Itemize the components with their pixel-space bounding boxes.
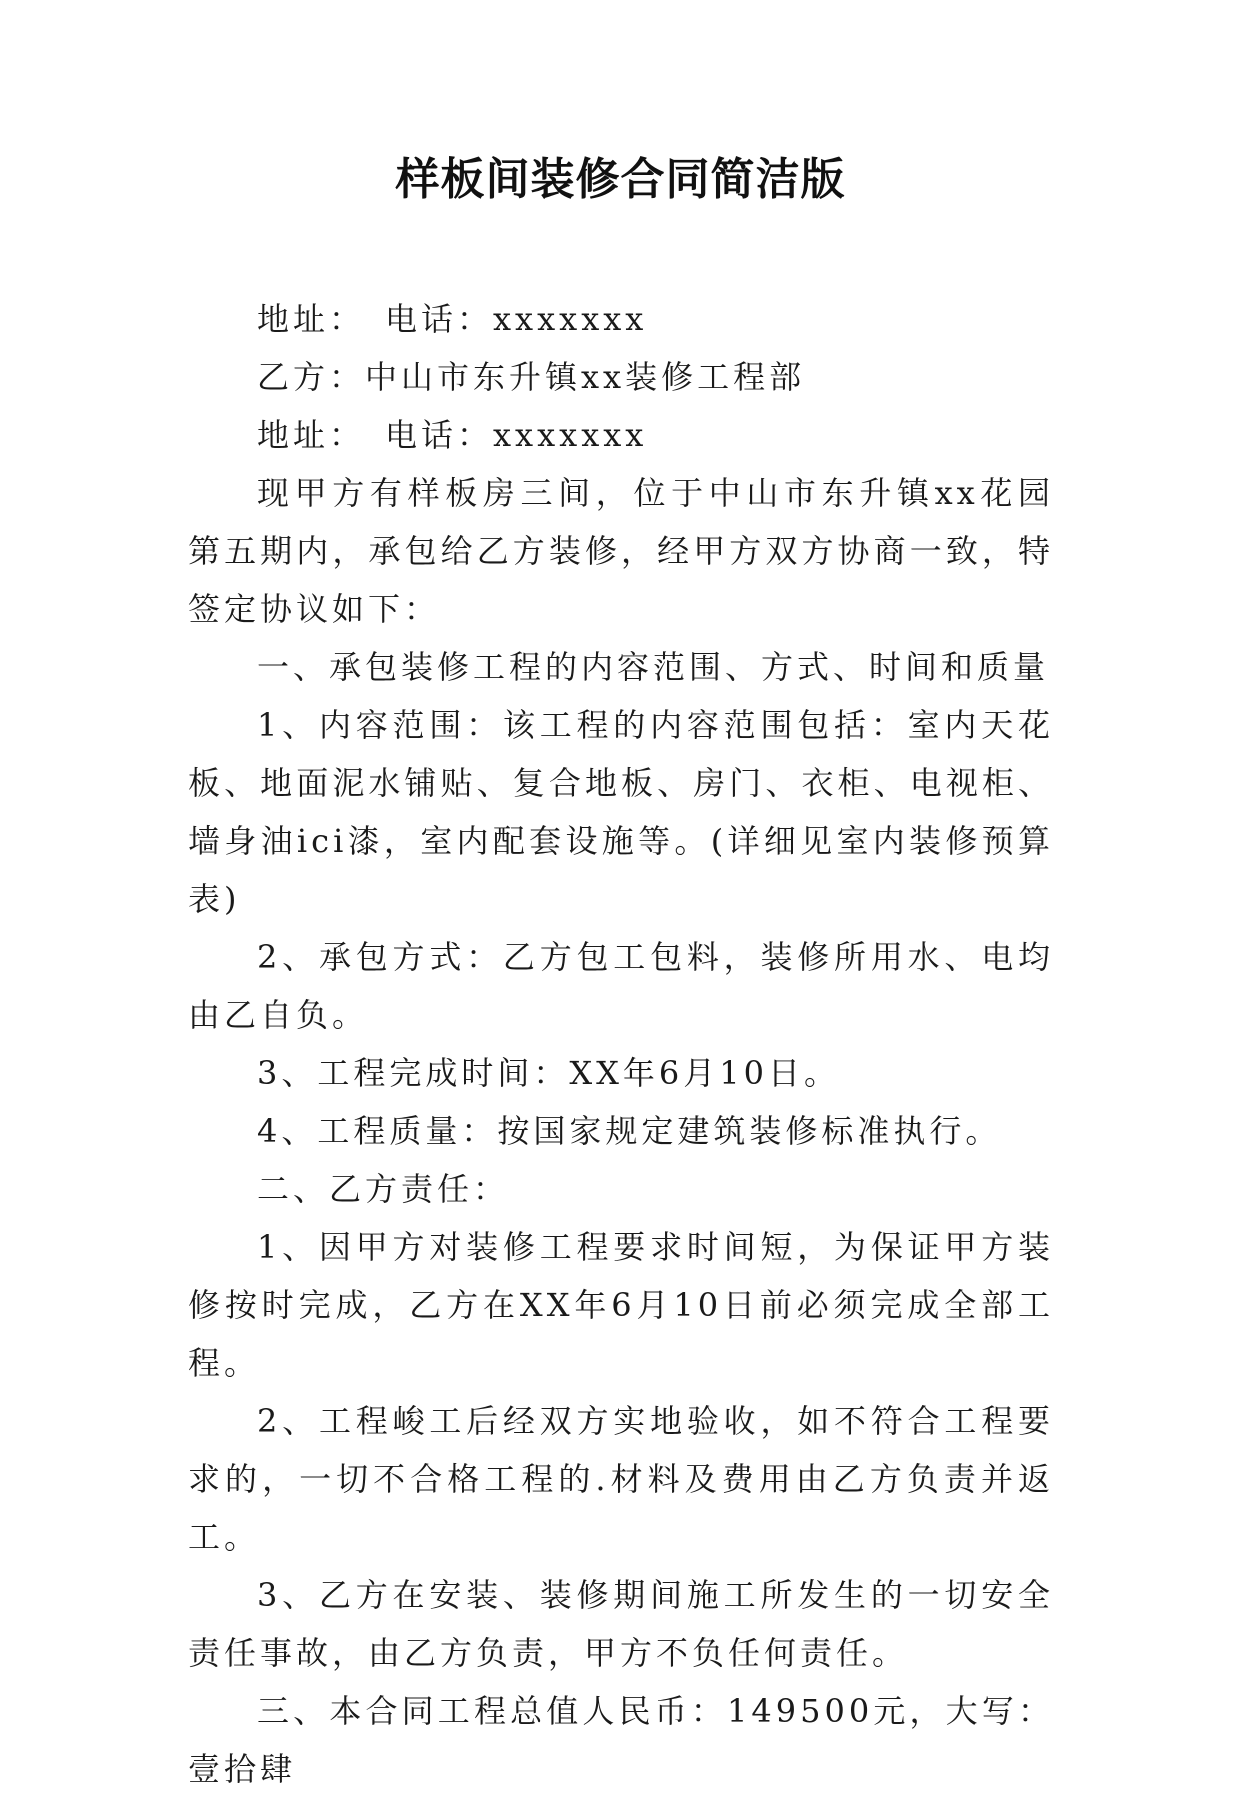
party-a-address-phone: 地址： 电话：xxxxxxx [257, 300, 648, 338]
party-b-name: 乙方：中山市东升镇xx装修工程部 [257, 358, 806, 396]
clause-safety: 3、乙方在安装、装修期间施工所发生的一切安全责任事故，由乙方负责，甲方不负任何责任。 [188, 1576, 1054, 1672]
clause-contract-method: 2、承包方式：乙方包工包料，装修所用水、电均由乙自负。 [188, 938, 1054, 1034]
section-one-heading: 一、承包装修工程的内容范围、方式、时间和质量 [257, 648, 1050, 686]
preamble-paragraph: 现甲方有样板房三间，位于中山市东升镇xx花园第五期内，承包给乙方装修，经甲方双方协商一致，特签定协议如下： [188, 474, 1054, 628]
clause-scope: 1、内容范围：该工程的内容范围包括：室内天花板、地面泥水铺贴、复合地板、房门、衣柜、电视柜、墙身油ici漆，室内配套设施等。(详细见室内装修预算表) [188, 706, 1054, 918]
document-title: 样板间装修合同简洁版 [395, 154, 846, 205]
party-b-address-phone: 地址： 电话：xxxxxxx [257, 416, 648, 454]
document-body [188, 290, 1054, 1798]
clause-acceptance: 2、工程峻工后经双方实地验收，如不符合工程要求的，一切不合格工程的.材料及费用由乙方负责并返工。 [188, 1402, 1054, 1556]
clause-completion-time: 3、工程完成时间：XX年6月10日。 [257, 1054, 841, 1092]
section-three-total-value: 三、本合同工程总值人民币：149500元，大写：壹拾肆 [188, 1692, 1054, 1788]
clause-deadline: 1、因甲方对装修工程要求时间短，为保证甲方装修按时完成，乙方在XX年6月10日前必须完成全部工程。 [188, 1228, 1054, 1382]
clause-quality: 4、工程质量：按国家规定建筑装修标准执行。 [257, 1112, 1002, 1150]
section-two-heading: 二、乙方责任： [257, 1170, 510, 1208]
